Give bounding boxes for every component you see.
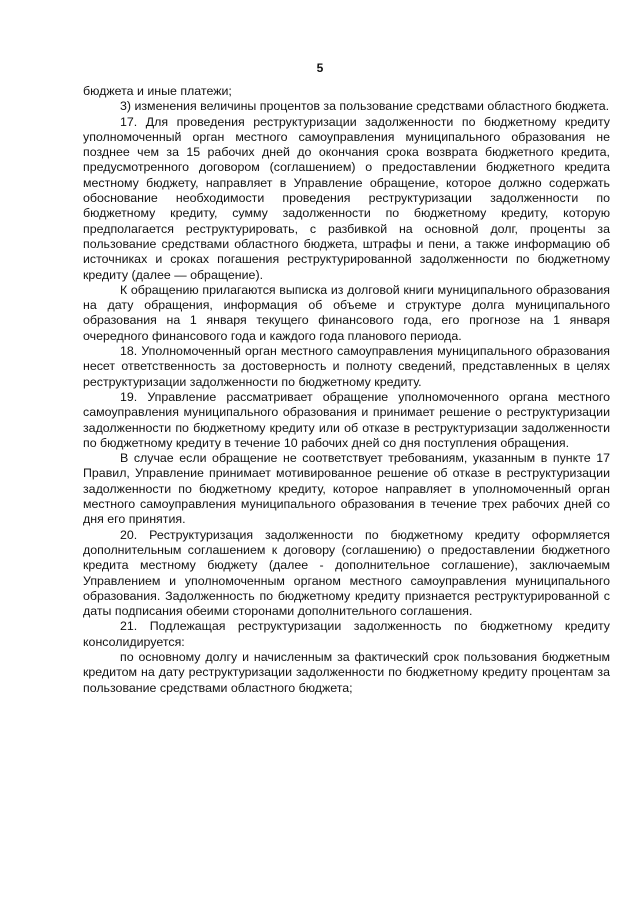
paragraph-item-3: 3) изменения величины процентов за пользование средствами областного бюджета. [120, 99, 610, 114]
paragraph-19-refusal: В случае если обращение не соответствует требованиям, указанным в пункте 17 Правил, Управление принимает мотивированное решение об отказе в реструктуризации задолженности по бюджетному кредиту, которое направляет в уполномоченный орган местного самоуправления муниципального образования в течение трех рабочих дней со дня его принятия. [83, 451, 610, 527]
paragraph-17-attachments: К обращению прилагаются выписка из долговой книги муниципального образования на дату обращения, информация об объеме и структуре долга муниципального образования на 1 января текущего финансового года, его прогнозе на 1 января очередного финансового года и каждого года планового периода. [83, 282, 610, 343]
paragraph-continuation: бюджета и иные платежи; [83, 84, 232, 98]
paragraph-17: 17. Для проведения реструктуризации задолженности по бюджетному кредиту уполномоченный орган местного самоуправления муниципального образования не позднее чем за 15 рабочих дней до окончания срока возврата бюджетного кредита, предусмотренного договором (соглашением) о предоставлении бюджетного кредита местному бюджету, направляет в Управление обращение, которое должно содержать обоснование необходимости проведения реструктуризации задолженности по бюджетному кредиту, сумму задолженности по бюджетному кредиту, которую предполагается реструктурировать, с разбивкой на основной долг, проценты за пользование средствами областного бюджета, штрафы и пени, а также информацию об источниках и сроках погашения реструктурированной задолженности по бюджетному кредиту (далее — обращение). [83, 114, 610, 282]
paragraph-19: 19. Управление рассматривает обращение уполномоченного органа местного самоуправления муниципального образования и принимает решение о реструктуризации задолженности по бюджетному кредиту или об отказе в реструктуризации задолженности по бюджетному кредиту в течение 10 рабочих дней со дня поступления обращения. [83, 389, 610, 450]
paragraph-21: 21. Подлежащая реструктуризации задолженность по бюджетному кредиту консолидируется: [83, 619, 610, 649]
document-body [83, 84, 610, 696]
paragraph-18: 18. Уполномоченный орган местного самоуправления муниципального образования несет ответственность за достоверность и полноту сведений, представленных в целях реструктуризации задолженности по бюджетному кредиту. [83, 344, 610, 389]
paragraph-21-principal: по основному долгу и начисленным за фактический срок пользования бюджетным кредитом на дату реструктуризации задолженности по бюджетному кредиту процентам за пользование средствами областного бюджета; [83, 649, 610, 695]
paragraph-20: 20. Реструктуризация задолженности по бюджетному кредиту оформляется дополнительным соглашением к договору (соглашению) о предоставлении бюджетного кредита местному бюджету (далее - дополнительное соглашение), заключаемым Управлением и уполномоченным органом местного самоуправления муниципального образования. Задолженность по бюджетному кредиту признается реструктурированной с даты подписания обеими сторонами дополнительного соглашения. [83, 527, 610, 619]
page-number: 5 [316, 61, 324, 75]
